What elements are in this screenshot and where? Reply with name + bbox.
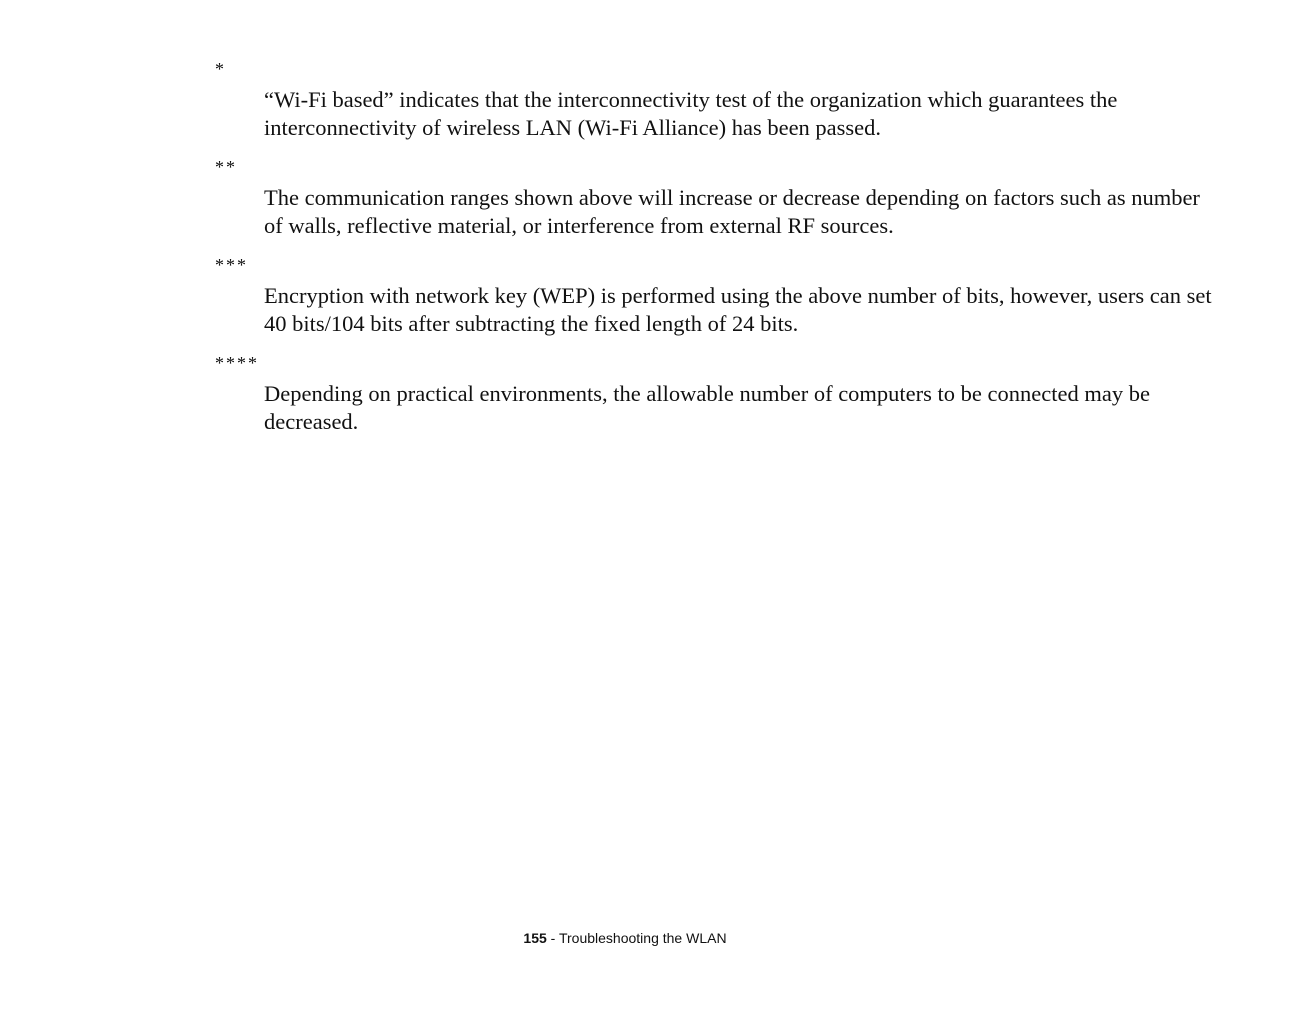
page-footer bbox=[0, 929, 1250, 947]
footnote-marker: * bbox=[215, 59, 226, 79]
footnote-text: The communication ranges shown above will increase or decrease depending on factors such as number of walls, reflective material, or interference from external RF sources. bbox=[264, 185, 1200, 238]
section-title: Troubleshooting the WLAN bbox=[558, 930, 727, 946]
footnote-marker: **** bbox=[215, 353, 259, 373]
footer-separator: - bbox=[546, 930, 559, 946]
page-number: 155 bbox=[523, 930, 547, 946]
footnote-text: “Wi-Fi based” indicates that the interconnectivity test of the organization which guarantees the interconnectivity of wireless LAN (Wi-Fi Alliance) has been passed. bbox=[264, 87, 1118, 140]
footnote-marker: ** bbox=[215, 157, 237, 177]
footnote-marker: *** bbox=[215, 255, 248, 275]
footnote-text: Encryption with network key (WEP) is performed using the above number of bits, however, users can set 40 bits/104 bits after subtracting the fixed length of 24 bits. bbox=[264, 283, 1212, 336]
footnote-text: Depending on practical environments, the allowable number of computers to be connected may be decreased. bbox=[264, 381, 1150, 434]
